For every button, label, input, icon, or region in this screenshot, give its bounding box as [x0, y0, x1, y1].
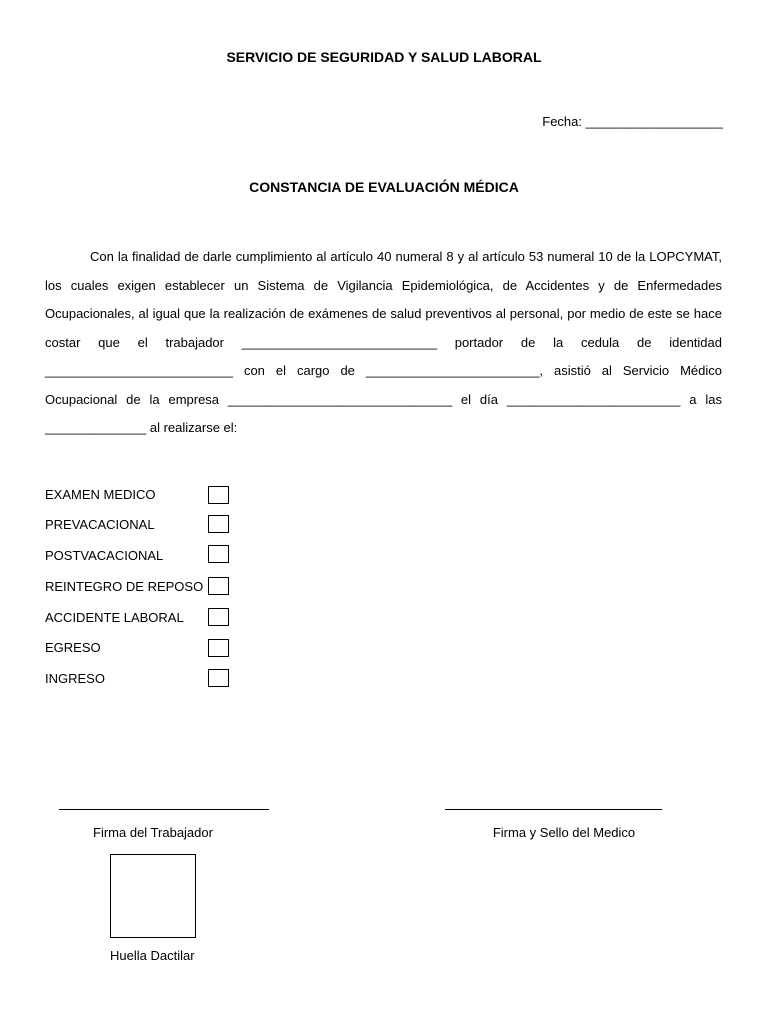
date-field	[542, 114, 723, 129]
checkbox-reintegro-de-reposo[interactable]	[208, 577, 229, 595]
checkbox-ingreso[interactable]	[208, 669, 229, 687]
checkbox-postvacacional[interactable]	[208, 545, 229, 563]
date-label: Fecha:	[542, 114, 582, 129]
option-label-ingreso: INGRESO	[45, 671, 105, 686]
worker-signature-line[interactable]	[59, 809, 269, 810]
company-blank[interactable]: _______________________________	[227, 391, 453, 407]
checkbox-accidente-laboral[interactable]	[208, 608, 229, 626]
worker-signature-label: Firma del Trabajador	[93, 825, 213, 840]
service-title: SERVICIO DE SEGURIDAD Y SALUD LABORAL	[226, 49, 542, 65]
day-blank[interactable]: ________________________	[506, 391, 681, 407]
body-text-3: con el cargo de	[232, 363, 366, 378]
checkbox-prevacacional[interactable]	[208, 515, 229, 533]
option-label-postvacacional: POSTVACACIONAL	[45, 548, 164, 563]
option-label-accidente-laboral: ACCIDENTE LABORAL	[45, 610, 184, 625]
body-text-7: al realizarse el:	[146, 420, 238, 435]
body-text-5: el día	[452, 391, 507, 407]
id-number-blank[interactable]: __________________________	[45, 363, 233, 378]
worker-name-blank[interactable]: ___________________________	[241, 334, 437, 350]
doctor-signature-line[interactable]	[445, 809, 662, 810]
body-text-4: , asistió al Servicio Médico Ocupacional de la empresa	[45, 363, 722, 407]
option-label-reintegro-de-reposo: REINTEGRO DE REPOSO	[45, 579, 204, 594]
document-title: CONSTANCIA DE EVALUACIÓN MÉDICA	[249, 179, 519, 195]
option-label-examen-medico: EXAMEN MEDICO	[45, 487, 156, 502]
option-label-egreso: EGRESO	[45, 640, 101, 655]
checkbox-examen-medico[interactable]	[208, 486, 229, 504]
fingerprint-label: Huella Dactilar	[110, 948, 195, 963]
body-text-6: a las	[680, 391, 722, 407]
body-text-1: Con la finalidad de darle cumplimiento al artículo 40 numeral 8 y al artículo 53 numeral 10 de la LOPCYMAT, los cuales exigen establecer un Sistema de Vigilancia Epidemiológica, de Accidentes y de Enfermedades Ocupacionales, al igual que la realización de exámenes de salud preventivos al personal, por medio de este se hace costar que el trabajador	[45, 249, 722, 350]
option-label-prevacacional: PREVACACIONAL	[45, 517, 155, 532]
fingerprint-box[interactable]	[110, 854, 196, 938]
position-blank[interactable]: ________________________	[365, 363, 540, 378]
checkbox-egreso[interactable]	[208, 639, 229, 657]
doctor-signature-label: Firma y Sello del Medico	[492, 825, 636, 840]
body-text-2: portador de la cedula de identidad	[436, 334, 722, 350]
date-blank[interactable]: ___________________	[585, 114, 723, 129]
time-blank[interactable]: ______________	[45, 420, 147, 435]
body-paragraph	[45, 243, 722, 443]
